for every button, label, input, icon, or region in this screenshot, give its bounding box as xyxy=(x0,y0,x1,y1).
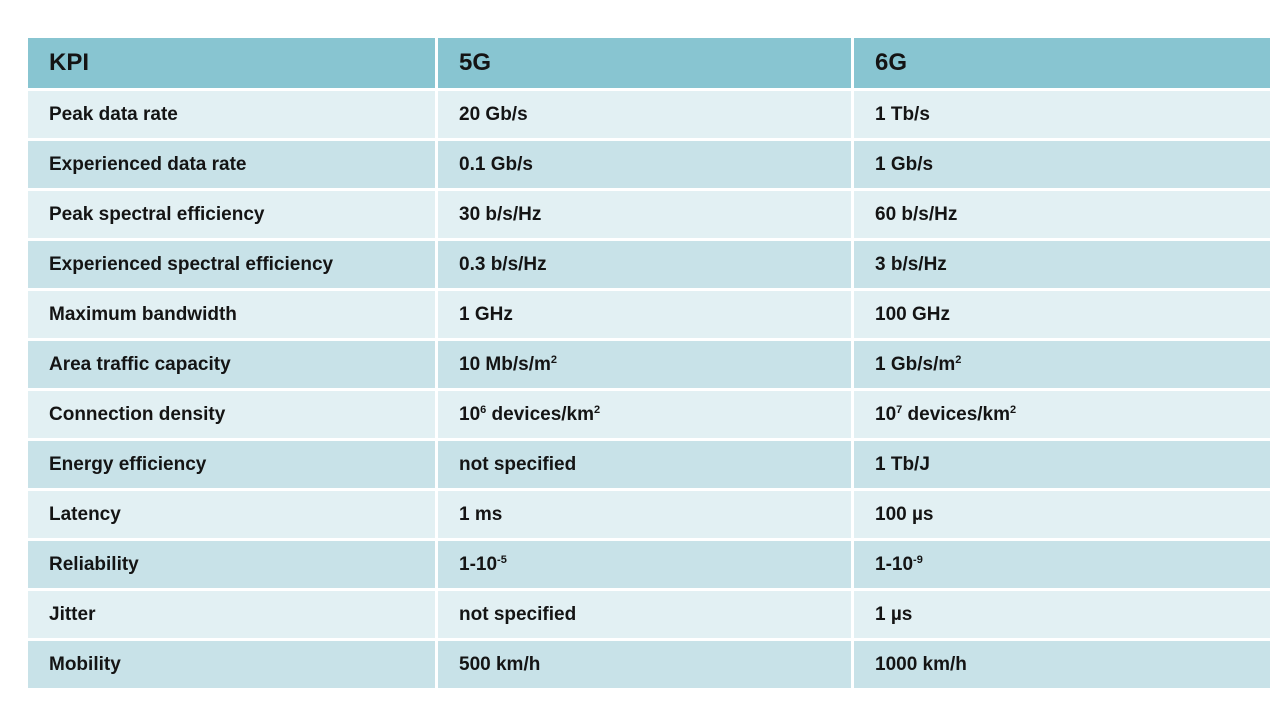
value-base: 1 Gb/s/m xyxy=(875,353,956,375)
5g-value-cell xyxy=(438,391,854,441)
kpi-cell: Maximum bandwidth xyxy=(28,291,438,341)
5g-value-cell: 30 b/s/Hz xyxy=(438,191,854,241)
kpi-cell: Latency xyxy=(28,491,438,541)
5g-value-cell xyxy=(438,541,854,591)
table-row xyxy=(28,641,1270,688)
5g-value-cell xyxy=(438,341,854,391)
6g-value-cell: 1000 km/h xyxy=(854,641,1270,688)
value-base: 10 Mb/s/m xyxy=(459,353,551,375)
value-superscript: -9 xyxy=(913,553,923,566)
6g-value-cell: 1 Tb/s xyxy=(854,91,1270,141)
value-base: 10 xyxy=(875,403,897,425)
6g-value-cell: 100 GHz xyxy=(854,291,1270,341)
6g-value-cell xyxy=(854,341,1270,391)
table-row xyxy=(28,291,1270,341)
value-base: 10 xyxy=(459,403,481,425)
table-row xyxy=(28,241,1270,291)
6g-value-cell: 1 µs xyxy=(854,591,1270,641)
kpi-cell: Connection density xyxy=(28,391,438,441)
value-superscript: 2 xyxy=(594,403,601,416)
table-row xyxy=(28,441,1270,491)
6g-value-cell xyxy=(854,391,1270,441)
table-header xyxy=(28,38,1270,91)
table-row xyxy=(28,91,1270,141)
kpi-cell: Energy efficiency xyxy=(28,441,438,491)
value-superscript: 2 xyxy=(1010,403,1017,416)
kpi-cell: Mobility xyxy=(28,641,438,688)
value-tail: devices/km xyxy=(486,403,595,425)
5g-value-cell: 1 GHz xyxy=(438,291,854,341)
5g-value-cell: not specified xyxy=(438,441,854,491)
header-row xyxy=(28,38,1270,91)
table-row xyxy=(28,191,1270,241)
table-row xyxy=(28,341,1270,391)
table-row xyxy=(28,491,1270,541)
kpi-cell: Area traffic capacity xyxy=(28,341,438,391)
value-superscript: 2 xyxy=(550,353,557,366)
6g-value-cell xyxy=(854,541,1270,591)
kpi-cell: Peak spectral efficiency xyxy=(28,191,438,241)
5g-value-cell: 1 ms xyxy=(438,491,854,541)
5g-value-cell: 0.1 Gb/s xyxy=(438,141,854,191)
value-superscript: 2 xyxy=(955,353,962,366)
6g-value-cell: 1 Tb/J xyxy=(854,441,1270,491)
5g-value-cell: not specified xyxy=(438,591,854,641)
value-superscript: -5 xyxy=(497,553,507,566)
value-base: 1-10 xyxy=(459,553,498,575)
kpi-comparison-table xyxy=(28,38,1270,688)
5g-value-cell: 500 km/h xyxy=(438,641,854,688)
6g-value-cell: 100 µs xyxy=(854,491,1270,541)
6g-value-cell: 60 b/s/Hz xyxy=(854,191,1270,241)
value-base: 1-10 xyxy=(875,553,914,575)
header-5g: 5G xyxy=(438,38,854,91)
5g-value-cell: 0.3 b/s/Hz xyxy=(438,241,854,291)
header-kpi: KPI xyxy=(28,38,438,91)
6g-value-cell: 1 Gb/s xyxy=(854,141,1270,191)
value-superscript: 6 xyxy=(480,403,487,416)
kpi-cell: Peak data rate xyxy=(28,91,438,141)
header-6g: 6G xyxy=(854,38,1270,91)
table-row xyxy=(28,141,1270,191)
table-row xyxy=(28,591,1270,641)
kpi-cell: Jitter xyxy=(28,591,438,641)
table-body xyxy=(28,91,1270,688)
table-row xyxy=(28,541,1270,591)
kpi-cell: Experienced spectral efficiency xyxy=(28,241,438,291)
5g-value-cell: 20 Gb/s xyxy=(438,91,854,141)
6g-value-cell: 3 b/s/Hz xyxy=(854,241,1270,291)
table-row xyxy=(28,391,1270,441)
value-superscript: 7 xyxy=(896,403,903,416)
kpi-cell: Reliability xyxy=(28,541,438,591)
kpi-cell: Experienced data rate xyxy=(28,141,438,191)
value-tail: devices/km xyxy=(902,403,1011,425)
